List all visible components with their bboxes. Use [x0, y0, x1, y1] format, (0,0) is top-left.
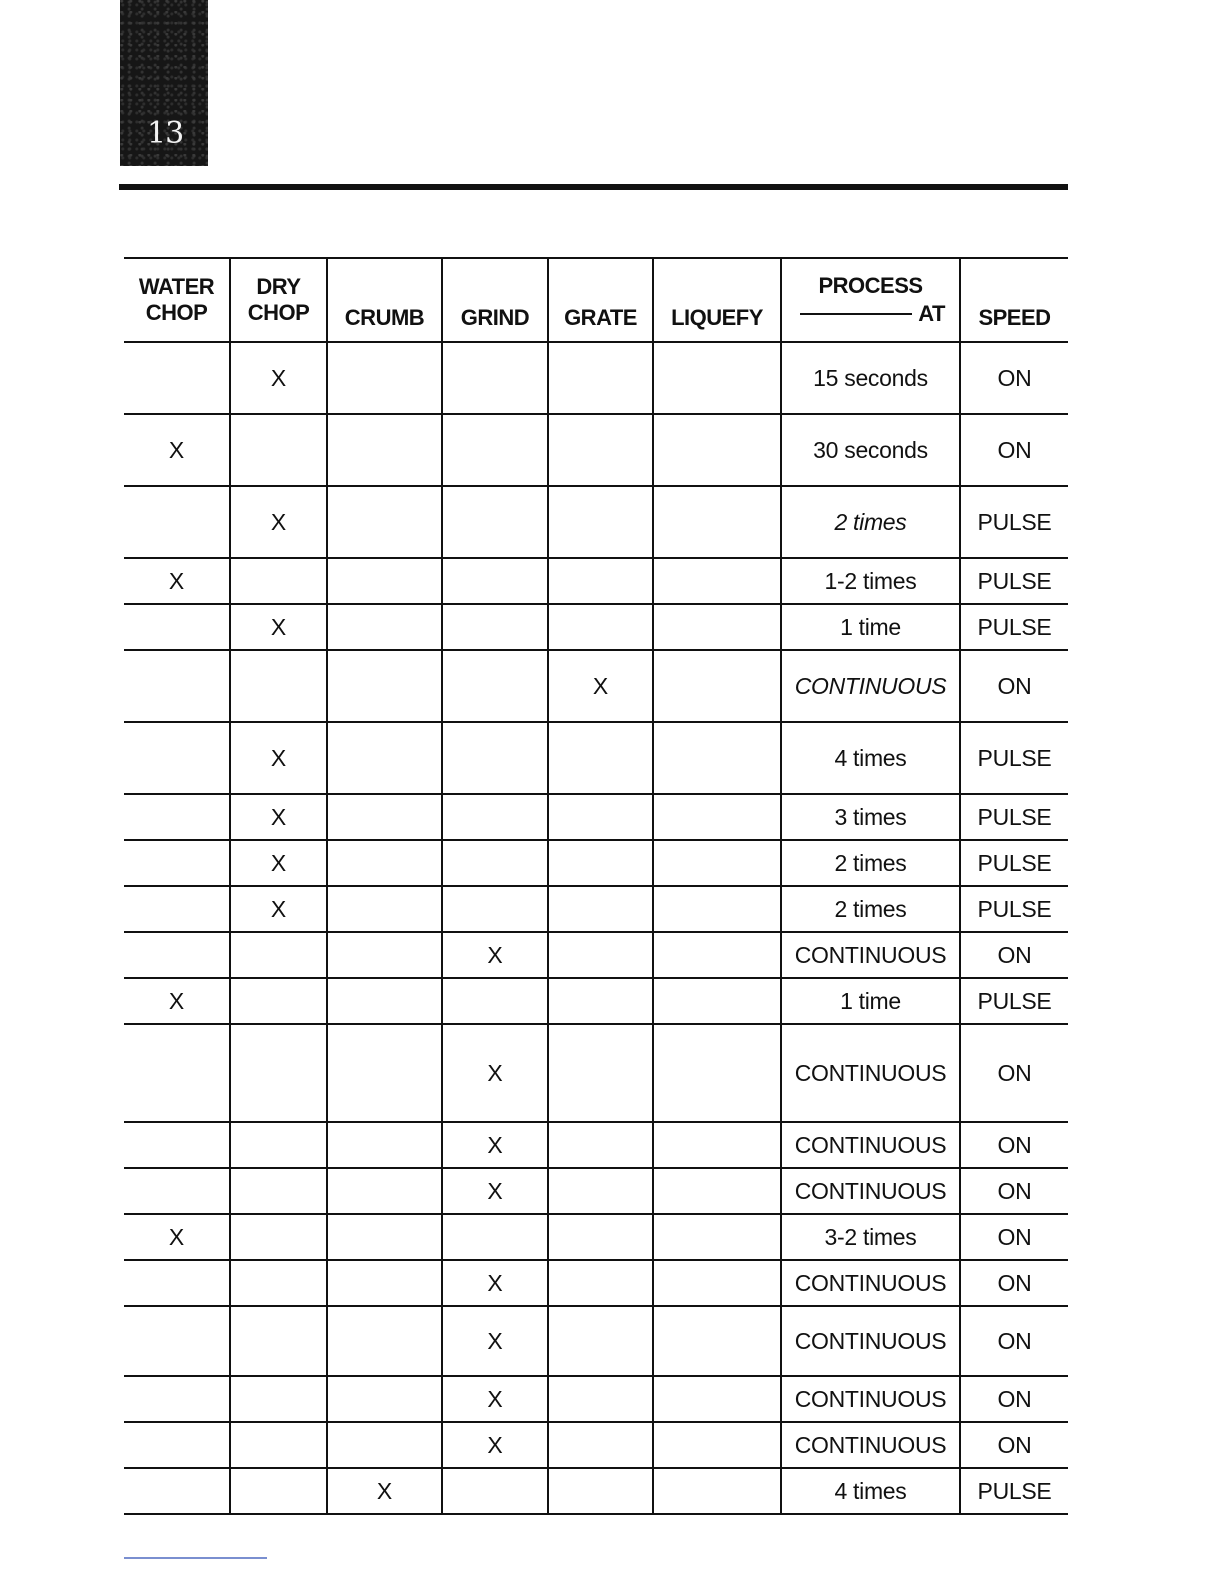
table-row	[124, 1422, 1068, 1468]
process-at-cell: 2 times	[781, 886, 960, 932]
crumb-cell	[327, 414, 442, 486]
speed-cell: ON	[960, 1422, 1068, 1468]
dry-chop-cell	[230, 1422, 327, 1468]
process-at-cell: CONTINUOUS	[781, 1260, 960, 1306]
table-row	[124, 1168, 1068, 1214]
table-row	[124, 558, 1068, 604]
speed-cell: ON	[960, 1024, 1068, 1122]
speed-cell: PULSE	[960, 558, 1068, 604]
grind-cell	[442, 558, 548, 604]
water-chop-cell	[124, 1422, 230, 1468]
process-at-cell: CONTINUOUS	[781, 1376, 960, 1422]
process-at-cell: 4 times	[781, 722, 960, 794]
speed-cell: PULSE	[960, 1468, 1068, 1514]
speed-cell: PULSE	[960, 722, 1068, 794]
water-chop-cell	[124, 342, 230, 414]
crumb-cell	[327, 1260, 442, 1306]
grate-cell	[548, 414, 653, 486]
liquefy-cell	[653, 604, 781, 650]
water-chop-cell	[124, 1306, 230, 1376]
grate-cell	[548, 604, 653, 650]
crumb-cell	[327, 342, 442, 414]
water-chop-cell	[124, 932, 230, 978]
grind-cell	[442, 342, 548, 414]
liquefy-cell	[653, 414, 781, 486]
grind-cell: X	[442, 1024, 548, 1122]
process-at-cell: 1-2 times	[781, 558, 960, 604]
processing-guide-table	[124, 257, 1068, 1515]
crumb-cell: X	[327, 1468, 442, 1514]
speed-cell: PULSE	[960, 886, 1068, 932]
water-chop-cell: X	[124, 558, 230, 604]
table-row	[124, 1024, 1068, 1122]
grind-cell	[442, 840, 548, 886]
speed-cell: PULSE	[960, 840, 1068, 886]
process-at-cell: 30 seconds	[781, 414, 960, 486]
crumb-cell	[327, 650, 442, 722]
water-chop-cell: X	[124, 414, 230, 486]
process-at-cell: 15 seconds	[781, 342, 960, 414]
table-row	[124, 722, 1068, 794]
crumb-cell	[327, 486, 442, 558]
grind-cell	[442, 650, 548, 722]
grate-cell	[548, 1122, 653, 1168]
liquefy-cell	[653, 794, 781, 840]
speed-cell: PULSE	[960, 604, 1068, 650]
dry-chop-cell	[230, 414, 327, 486]
dry-chop-cell	[230, 932, 327, 978]
grate-cell	[548, 1306, 653, 1376]
table-row	[124, 932, 1068, 978]
crumb-cell	[327, 886, 442, 932]
liquefy-cell	[653, 1260, 781, 1306]
table-row	[124, 1214, 1068, 1260]
grind-cell: X	[442, 1422, 548, 1468]
process-at-cell: CONTINUOUS	[781, 1306, 960, 1376]
speed-cell: ON	[960, 932, 1068, 978]
water-chop-cell	[124, 604, 230, 650]
process-at-cell: CONTINUOUS	[781, 1168, 960, 1214]
liquefy-cell	[653, 486, 781, 558]
water-chop-cell	[124, 1376, 230, 1422]
crumb-cell	[327, 604, 442, 650]
liquefy-cell	[653, 558, 781, 604]
grind-cell	[442, 722, 548, 794]
grind-cell	[442, 414, 548, 486]
grate-cell	[548, 1422, 653, 1468]
grate-cell	[548, 1024, 653, 1122]
process-at-cell: 3-2 times	[781, 1214, 960, 1260]
water-chop-cell	[124, 722, 230, 794]
header-liquefy: LIQUEFY	[653, 258, 781, 342]
header-dry-chop: DRY CHOP	[230, 258, 327, 342]
table-body	[124, 342, 1068, 1514]
dry-chop-cell	[230, 1376, 327, 1422]
dry-chop-cell: X	[230, 604, 327, 650]
process-at-cell: CONTINUOUS	[781, 650, 960, 722]
dry-chop-cell	[230, 978, 327, 1024]
water-chop-cell	[124, 1468, 230, 1514]
grate-cell	[548, 1260, 653, 1306]
grate-cell	[548, 1214, 653, 1260]
liquefy-cell	[653, 886, 781, 932]
liquefy-cell	[653, 1468, 781, 1514]
dry-chop-cell: X	[230, 886, 327, 932]
water-chop-cell	[124, 1024, 230, 1122]
header-water-chop: WATER CHOP	[124, 258, 230, 342]
liquefy-cell	[653, 1376, 781, 1422]
liquefy-cell	[653, 1422, 781, 1468]
dry-chop-cell	[230, 650, 327, 722]
grate-cell	[548, 486, 653, 558]
dry-chop-cell: X	[230, 486, 327, 558]
speed-cell: ON	[960, 1122, 1068, 1168]
dry-chop-cell	[230, 1214, 327, 1260]
liquefy-cell	[653, 722, 781, 794]
crumb-cell	[327, 1376, 442, 1422]
grate-cell	[548, 722, 653, 794]
table-row	[124, 794, 1068, 840]
speed-cell: ON	[960, 342, 1068, 414]
header-speed: SPEED	[960, 258, 1068, 342]
water-chop-cell	[124, 794, 230, 840]
table-row	[124, 1260, 1068, 1306]
process-at-cell: 4 times	[781, 1468, 960, 1514]
speed-cell: ON	[960, 650, 1068, 722]
water-chop-cell: X	[124, 978, 230, 1024]
grind-cell	[442, 978, 548, 1024]
crumb-cell	[327, 978, 442, 1024]
grind-cell	[442, 794, 548, 840]
table-row	[124, 1376, 1068, 1422]
grind-cell: X	[442, 1306, 548, 1376]
grate-cell	[548, 558, 653, 604]
grind-cell: X	[442, 932, 548, 978]
process-at-cell: CONTINUOUS	[781, 1024, 960, 1122]
blank-line	[800, 313, 912, 315]
liquefy-cell	[653, 650, 781, 722]
dry-chop-cell	[230, 1260, 327, 1306]
table-row	[124, 886, 1068, 932]
speed-cell: ON	[960, 414, 1068, 486]
crumb-cell	[327, 722, 442, 794]
speed-cell: ON	[960, 1260, 1068, 1306]
crumb-cell	[327, 1214, 442, 1260]
process-at-cell: 3 times	[781, 794, 960, 840]
table-row	[124, 342, 1068, 414]
crumb-cell	[327, 1122, 442, 1168]
liquefy-cell	[653, 932, 781, 978]
process-at-cell: 2 times	[781, 840, 960, 886]
liquefy-cell	[653, 1168, 781, 1214]
dry-chop-cell: X	[230, 794, 327, 840]
grind-cell	[442, 604, 548, 650]
header-rule	[119, 184, 1068, 190]
liquefy-cell	[653, 1214, 781, 1260]
header-grind: GRIND	[442, 258, 548, 342]
footer-rule	[124, 1557, 267, 1559]
crumb-cell	[327, 1024, 442, 1122]
grind-cell	[442, 1468, 548, 1514]
grind-cell	[442, 886, 548, 932]
dry-chop-cell: X	[230, 840, 327, 886]
grind-cell: X	[442, 1260, 548, 1306]
grind-cell	[442, 1214, 548, 1260]
crumb-cell	[327, 1168, 442, 1214]
header-crumb: CRUMB	[327, 258, 442, 342]
water-chop-cell: X	[124, 1214, 230, 1260]
speed-cell: ON	[960, 1306, 1068, 1376]
water-chop-cell	[124, 1122, 230, 1168]
grind-cell: X	[442, 1122, 548, 1168]
crumb-cell	[327, 558, 442, 604]
dry-chop-cell	[230, 1468, 327, 1514]
table-row	[124, 978, 1068, 1024]
grind-cell: X	[442, 1376, 548, 1422]
water-chop-cell	[124, 1260, 230, 1306]
header-grate: GRATE	[548, 258, 653, 342]
grate-cell	[548, 1468, 653, 1514]
speed-cell: PULSE	[960, 486, 1068, 558]
liquefy-cell	[653, 1306, 781, 1376]
liquefy-cell	[653, 342, 781, 414]
liquefy-cell	[653, 840, 781, 886]
process-at-cell: 1 time	[781, 604, 960, 650]
dry-chop-cell	[230, 1122, 327, 1168]
speed-cell: PULSE	[960, 794, 1068, 840]
crumb-cell	[327, 932, 442, 978]
table-row	[124, 840, 1068, 886]
dry-chop-cell	[230, 1168, 327, 1214]
page-number: 13	[147, 116, 184, 151]
table-row	[124, 486, 1068, 558]
crumb-cell	[327, 840, 442, 886]
grate-cell	[548, 342, 653, 414]
process-at-cell: 1 time	[781, 978, 960, 1024]
process-at-cell: CONTINUOUS	[781, 1422, 960, 1468]
speed-cell: PULSE	[960, 978, 1068, 1024]
grate-cell	[548, 886, 653, 932]
speed-cell: ON	[960, 1214, 1068, 1260]
table-row	[124, 414, 1068, 486]
grate-cell	[548, 840, 653, 886]
dry-chop-cell	[230, 558, 327, 604]
dry-chop-cell: X	[230, 722, 327, 794]
grate-cell	[548, 932, 653, 978]
grate-cell	[548, 794, 653, 840]
grate-cell	[548, 1376, 653, 1422]
table-row	[124, 1122, 1068, 1168]
speed-cell: ON	[960, 1168, 1068, 1214]
speed-cell: ON	[960, 1376, 1068, 1422]
crumb-cell	[327, 794, 442, 840]
crumb-cell	[327, 1422, 442, 1468]
crumb-cell	[327, 1306, 442, 1376]
grind-cell: X	[442, 1168, 548, 1214]
water-chop-cell	[124, 486, 230, 558]
grate-cell	[548, 978, 653, 1024]
liquefy-cell	[653, 1122, 781, 1168]
process-at-cell: CONTINUOUS	[781, 932, 960, 978]
dry-chop-cell: X	[230, 342, 327, 414]
table-row	[124, 650, 1068, 722]
water-chop-cell	[124, 886, 230, 932]
water-chop-cell	[124, 840, 230, 886]
liquefy-cell	[653, 978, 781, 1024]
header-process-at: PROCESS AT	[781, 258, 960, 342]
dry-chop-cell	[230, 1024, 327, 1122]
grate-cell: X	[548, 650, 653, 722]
water-chop-cell	[124, 650, 230, 722]
dry-chop-cell	[230, 1306, 327, 1376]
grate-cell	[548, 1168, 653, 1214]
table-row	[124, 604, 1068, 650]
grind-cell	[442, 486, 548, 558]
liquefy-cell	[653, 1024, 781, 1122]
process-at-cell: CONTINUOUS	[781, 1122, 960, 1168]
table-row	[124, 1468, 1068, 1514]
table-header-row	[124, 258, 1068, 342]
water-chop-cell	[124, 1168, 230, 1214]
process-at-cell: 2 times	[781, 486, 960, 558]
table-row	[124, 1306, 1068, 1376]
